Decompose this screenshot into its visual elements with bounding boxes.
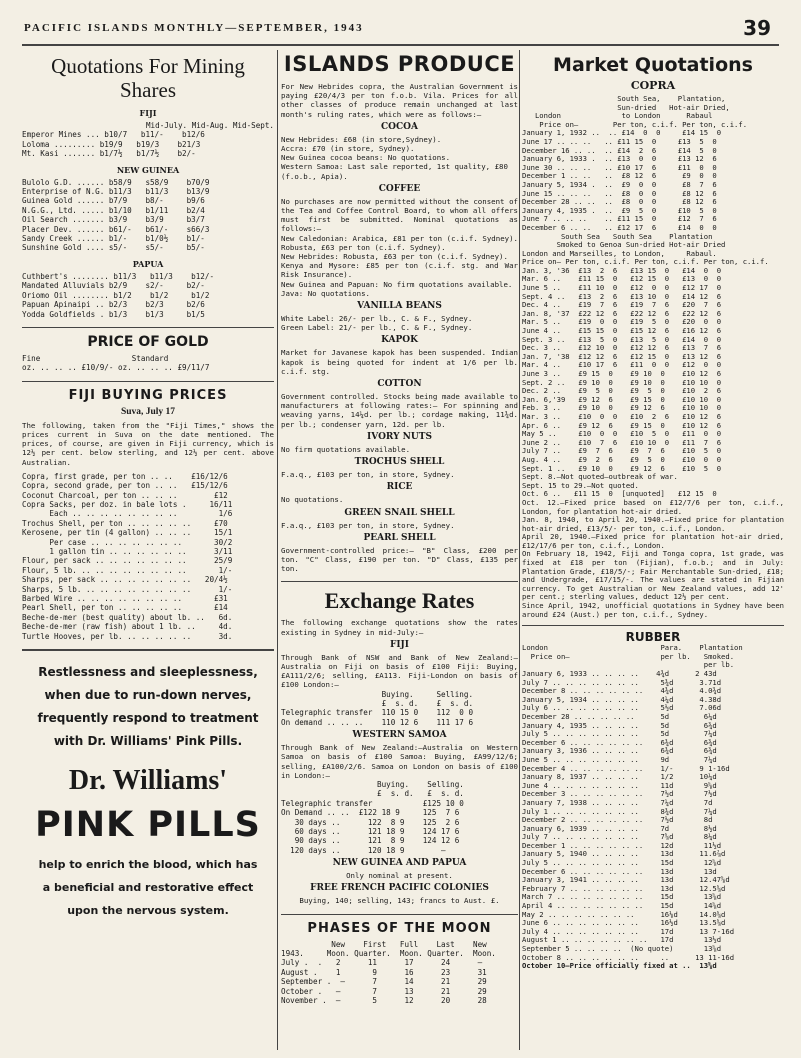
coffee-heading: COFFEE (378, 183, 421, 194)
mining-title-line1: Quotations For Mining (51, 54, 245, 78)
cocoa-heading: COCOA (381, 121, 418, 132)
kapok-text: Market for Javanese kapok has been suspended. Indian kapok is being quoted for indent at 1/6 per lb. c.i.f. stg. (281, 348, 518, 376)
papua-mining-heading: PAPUA (132, 258, 164, 269)
column-rule-1 (277, 50, 278, 1050)
copra-heading: COPRA (630, 79, 676, 92)
advert-brand-2: PINK PILLS (35, 805, 261, 846)
moon-title: PHASES OF THE MOON (307, 920, 492, 936)
header-rule (22, 44, 779, 46)
rubber-header: London Para. Plantation Price on— per lb. Smoked. per lb. (522, 643, 743, 670)
papua-mining-rows: Cuthbert's ........ b11/3 b11/3 b12/- Mandated Alluvials b2/9 s2/- b2/- Oriomo Oil ........ b1/2 b1/2 b1/2 Papuan Apinaipi .. b2/3 b2/3 b2/6 Yodda Goldfields . b1/3 b1/3 b1/5 (22, 271, 215, 319)
produce-intro: For New Hebrides copra, the Australian Government is paying £20/4/3 per ton f.o.b. Vila. Prices for all other classes of produce remain unchanged at last month's ruling rates, which were as follows:— (281, 82, 518, 119)
coffee-text: No purchases are now permitted without the consent of the Tea and Coffee Control Board, to whom all offers must first be submitted. Nominal quotations as follows:— New Caledonian: Arabica, £81 per ton (c.i.f. Sydney). Robusta, £63 per ton (c.i.f. Sydney). New Hebrides: Robusta, £63 per ton (c.i.f. Sydney). Kenya and Mysore: £85 per ton (c.i.f. stg. and War Risk Insurance). New Guinea and Papuan: No firm quotations available. Java: No quotations. (281, 196, 518, 298)
gold-line1: Fine Standard (22, 353, 169, 363)
left-column (22, 48, 274, 1053)
gold-title: PRICE OF GOLD (87, 333, 209, 350)
advert-footer (22, 853, 274, 922)
fiji-buying-title: FIJI BUYING PRICES (68, 387, 228, 403)
right-column (522, 48, 784, 1053)
exchange-fiji-table: Buying. Selling. £ s. d. £ s. d. Telegraphic transfer 110 15 0 112 0 0 On demand .. .. .. 110 12 6 111 17 6 (281, 689, 474, 727)
advert-brand-1: Dr. Williams' (68, 765, 228, 797)
divider (22, 649, 274, 651)
rice-text: No quotations. (281, 495, 344, 505)
copra-table-1: South Sea, Plantation, Sun-dried Hot-air Dried, London to London Rabaul Price on— Per ton, c.i.f. Per ton, c.i.f. January 1, 1932 .. .. £14 0 0 £14 15 0 June 17 .. .. .. .. £11 15 0 £13 5 0 December 16 .. .. .. £14 2 6 £14 5 0 January 6, 1933 . .. £13 0 0 £13 12 6 June 30 .. .. .. .. £10 17 6 £11 0 0 December 1 .. .. .. £8 12 6 £9 0 0 January 5, 1934 . .. £9 0 0 £8 7 6 June 15 .. .. .. .. £8 0 0 £8 12 6 December 28 .. .. .. £8 0 0 £8 12 6 January 4, 1935 . .. £9 5 0 £10 5 0 June 7 .. .. .. .. £11 15 0 £12 7 6 December 6 .. .. .. £12 17 6 £14 0 0 (522, 94, 748, 232)
mining-title (22, 54, 274, 102)
fiji-mining-rows: Emperor Mines ... b10/7 b11/- b12/6 Loloma ......... b19/9 b19/3 b21/3 Mt. Kasi ....... b1/7½ b1/7½ b2/- (22, 130, 205, 159)
advert-copy (22, 661, 274, 753)
mining-title-line2: Shares (120, 78, 176, 102)
vanilla-heading: VANILLA BEANS (357, 301, 442, 312)
ivory-heading: IVORY NUTS (367, 431, 432, 442)
advert-line: upon the nervous system. (67, 904, 229, 918)
running-title: PACIFIC ISLANDS MONTHLY—SEPTEMBER, 1943 (24, 22, 364, 34)
moon-table: New First Full Last New 1943. Moon. Quarter. Moon. Quarter. Moon. July . . 2 11 17 24 — August . 1 9 16 23 31 September . — 7 14 21 29 October . — 7 13 21 29 November . — 5 12 20 28 (281, 939, 496, 1006)
divider (22, 327, 274, 328)
produce-title: ISLANDS PRODUCE (283, 52, 516, 76)
green-snail-heading: GREEN SNAIL SHELL (344, 507, 455, 518)
advert-line: Restlessness and sleeplessness, (38, 665, 258, 680)
new-guinea-mining-heading: NEW GUINEA (116, 164, 180, 175)
exchange-samoa-heading: WESTERN SAMOA (352, 730, 447, 741)
exchange-ngp-text: Only nominal at present. (346, 871, 453, 881)
divider (281, 914, 518, 915)
page-number: 39 (743, 16, 771, 40)
vanilla-text: White Label: 26/- per lb., C. & F., Sydney. Green Label: 21/- per lb., C. & F., Sydney. (281, 314, 473, 333)
exchange-fiji-heading: FIJI (389, 639, 410, 650)
advert-line: with Dr. Williams' Pink Pills. (53, 734, 243, 749)
middle-column (281, 48, 518, 1053)
rubber-heading: RUBBER (625, 630, 681, 645)
green-snail-text: F.a.q., £103 per ton, in store, Sydney. (281, 520, 455, 530)
exchange-samoa-text: Through Bank of New Zealand:—Australia on Western Samoa on basis of £100 Samoa: Buying, £A99/12/6; selling, £A100/2/6. Samoa on London on basis of £100 in London:— (281, 743, 518, 780)
kapok-heading: KAPOK (381, 335, 418, 346)
pearl-text: Government-controlled price:— "B" Class, £200 per ton. "C" Class, £190 per ton. "D" Class, £135 per ton. (281, 545, 518, 574)
fiji-buying-paragraph: The following, taken from the "Fiji Times," shows the prices current in Suva on the date mentioned. The prices, of course, are given in Fiji currency, which is 12½ per cent. below sterling, and 12½ per cent. above Australian. (22, 420, 274, 467)
exchange-ffpc-heading: FREE FRENCH PACIFIC COLONIES (310, 883, 489, 894)
exchange-intro: The following exchange quotations show the rates existing in Sydney in mid-July:— (281, 618, 518, 637)
exchange-fiji-text: Through Bank of NSW and Bank of New Zealand:—Australia on Fiji on basis of £100 Fiji: Buying, £A111/2/6; selling, £A113. Fiji-London on basis of £100 London:— (281, 652, 518, 690)
advert-line: a beneficial and restorative effect (42, 881, 254, 895)
exchange-ngp-heading: NEW GUINEA AND PAPUA (332, 858, 467, 869)
divider (22, 381, 274, 382)
column-rule-2 (519, 50, 520, 1050)
trochus-heading: TROCHUS SHELL (354, 457, 445, 468)
divider (522, 625, 784, 626)
advert-line: when due to run-down nerves, (44, 688, 252, 703)
ivory-text: No firm quotations available. (281, 444, 411, 454)
gold-line2: oz. .. .. .. £10/9/- oz. .. .. .. £9/11/7 (22, 363, 210, 373)
fiji-mining-heading: FIJI (139, 108, 157, 118)
copra-notes: Sept. 8.—Not quoted—outbreak of war. Sept. 15 to 29.—Not quoted. Oct. 6 .. £11 15 0 [unquoted] £12 15 0 (522, 472, 717, 499)
advert-line: frequently respond to treatment (37, 711, 259, 726)
new-guinea-mining-rows: Bulolo G.D. ...... b58/9 s58/9 b70/9 Enterprise of N.G. b11/3 b11/3 b13/9 Guinea Gold ...... b7/9 b8/- b9/6 N.G.G., Ltd. ..... b1/10 b1/11 b2/4 Oil Search ....... b3/9 b3/9 b3/7 Placer Dev. ...... b61/- b61/- s66/3 Sandy Creek ...... b1/- b1/0½ b1/- Sunshine Gold .... s5/- s5/- b5/- (22, 177, 210, 253)
rubber-last-line: October 10—Price officially fixed at .. 13⅝d (522, 961, 717, 971)
exchange-ffpc-text: Buying, 140; selling, 143; francs to Aust. £. (299, 896, 500, 906)
rubber-table: January 6, 1933 .. .. .. .. 4¾d 2 43d July 7 .. .. .. .. .. .. .. 5¾d 3.71d December 8 .. .. .. .. .. .. 4¾d 4.0¾d January 5, 1934 .. .. .. .. 4¼d 4.38d July 6 .. .. .. .. .. .. .. 5½d 7.06d December 28 .. .. .. .. .. 5d 6¼d January 4, 1935 .. .. .. .. 5d 6¾d July 5 .. .. .. .. .. .. .. 5d 7¼d December 6 .. .. .. .. .. .. 6¾d 6¾d January 3, 1936 .. .. .. .. 6¾d 6¾d June 5 .. .. .. .. .. .. .. 9d 7¼d December 4 .. .. .. .. .. .. 1/- 9 1-16d January 8, 1937 .. .. .. .. 1/2 10¼d June 4 .. .. .. .. .. .. .. 11d 9⅝d December 3 .. .. .. .. .. .. 7½d 7½d January 7, 1938 .. .. .. .. 7¼d 7d July 1 .. .. .. .. .. .. .. 8¾d 7¼d December 2 .. .. .. .. .. .. 7½d 8d January 6, 1939 .. .. .. .. 7d 8½d July 7 .. .. .. .. .. .. .. 7⅝d 8¼d December 1 .. .. .. .. .. .. 12d 11½d January 5, 1940 .. .. .. .. 13d 11.6⅞d July 5 .. .. .. .. .. .. .. 15d 12⅝d December 6 .. .. .. .. .. .. 13d 13d January 3, 1941 .. .. .. .. 13d 12.47⅝d February 7 .. .. .. .. .. .. 13d 12.5⅝d March 7 .. .. .. .. .. .. .. 15d 13⅝d April 4 .. .. .. .. .. .. .. 15d 14⅝d May 2 .. .. .. .. .. .. .. 16⅛d 14.0⅝d June 6 .. .. .. .. .. .. .. 16½d 13.5⅝d July 4 .. .. .. .. .. .. .. 17d 13 7-16d August 1 .. .. .. .. .. .. .. 17d 13½d September 5 .. .. .. .. (No quote) 13⅝d October 8 .. .. .. .. .. .. .. 13 11-16d (522, 669, 735, 962)
divider (281, 581, 518, 582)
pearl-heading: PEARL SHELL (363, 532, 436, 543)
exchange-title: Exchange Rates (324, 588, 475, 614)
copra-table-2: Jan. 3, '36 £13 2 6 £13 15 0 £14 0 0 Mar. 6 .. £11 15 0 £12 15 0 £13 0 0 June 5 .. £11 10 0 £12 0 0 £12 17 0 Sept. 4 .. £13 2 6 £13 10 0 £14 12 6 Dec. 4 .. £19 7 6 £19 7 6 £20 7 6 Jan. 8, '37 £22 12 6 £22 12 6 £22 12 6 Mar. 5 .. £19 0 0 £19 5 0 £20 0 0 June 4 .. £15 15 0 £15 12 6 £16 12 6 Sept. 3 .. £13 5 0 £13 5 0 £14 0 0 Dec. 3 .. £12 10 0 £12 12 6 £13 7 6 Jan. 7, '38 £12 12 6 £12 15 0 £13 12 6 Mar. 4 .. £10 17 6 £11 0 0 £12 0 0 June 3 .. £9 15 0 £9 10 0 £10 12 6 Sept. 2 .. £9 10 0 £9 10 0 £10 10 0 Dec. 2 .. £9 5 0 £9 5 0 £10 2 6 Jan. 6,'39 £9 12 6 £9 15 0 £10 10 0 Feb. 3 .. £9 10 0 £9 12 6 £10 10 0 Mar. 3 .. £10 0 0 £10 2 6 £10 12 6 Apr. 6 .. £9 12 6 £9 15 0 £10 12 6 May 5 .. £10 0 0 £10 5 0 £11 0 0 June 2 .. £10 7 6 £10 10 0 £11 7 6 July 7 .. £9 7 6 £9 7 6 £10 5 0 Aug. 4 .. £9 2 6 £9 5 0 £10 0 0 Sept. 1 .. £9 10 0 £9 12 6 £10 5 0 (522, 265, 722, 473)
page-header (24, 16, 777, 44)
cotton-heading: COTTON (377, 379, 422, 390)
copra-table-2-header: South Sea South Sea Plantation Smoked to Genoa Sun-dried Hot-air Dried London and Marseilles, to London, Rabaul. Price on— Per ton, c.i.f. Per ton, c.i.f. Per ton, c.i.f. (522, 231, 769, 267)
trochus-text: F.a.q., £103 per ton, in store, Sydney. (281, 470, 455, 480)
cocoa-text: New Hebrides: £68 (in store,Sydney). Accra: £70 (in store, Sydney). New Guinea cocoa beans: No quotations. Western Samoa: Last sale reported, 1st quality, £80 (f.o.b., Apia). (281, 134, 508, 181)
cotton-text: Government controlled. Stocks being made available to manufacturers at following rates:— For spinning and weaving yarns, 14¼d. per lb.; cordage making, 11¾d. per lb.; condenser yarn, 12d. per lb. (281, 392, 518, 429)
mining-column-heads: Mid-July. Mid-Aug. Mid-Sept. (145, 121, 274, 130)
fiji-buying-table: Copra, first grade, per ton .. .. £16/12/6 Copra, second grade, per ton .. .. £15/12/6 Coconut Charcoal, per ton .. .. .. £12 Copra Sacks, per doz. in bale lots . 16/11 Each .. .. .. .. .. .. .. .. 1/6 Trochus Shell, per ton .. .. .. .. .. £70 Kerosene, per tin (4 gallon) .. .. .. 15/1 Per case .. .. .. .. .. .. .. 30/2 1 gallon tin .. .. .. .. .. .. 3/11 Flour, per sack .. .. .. .. .. .. .. 25/9 Flour, 5 lb. .. .. .. .. .. .. .. .. 1/- Sharps, per sack .. .. .. .. .. .. .. 20/4½ Sharps, 5 lb. .. .. .. .. .. .. .. .. 1/- Barbed Wire .. .. .. .. .. .. .. .. £31 Pearl Shell, per ton .. .. .. .. .. £14 Beche-de-mer (best quality) about lb. .. 6d. Beche-de-mer (raw fish) about 1 lb. .. 4d. Turtle Hooves, per lb. .. .. .. .. .. 3d. (22, 471, 233, 641)
rice-heading: RICE (386, 482, 413, 493)
market-title: Market Quotations (553, 54, 753, 76)
advert-line: help to enrich the blood, which has (38, 858, 258, 872)
pink-pills-advert (22, 661, 274, 922)
exchange-samoa-table: Buying. Selling. £ s. d. £ s. d. Telegraphic transfer £125 10 0 On Demand .. .. £122 18 9 125 7 6 30 days .. 122 8 9 125 2 6 60 days .. 121 18 9 124 17 6 90 days .. 121 8 9 124 12 6 120 days .. 120 18 9 — (281, 779, 464, 855)
fiji-buying-sub: Suva, July 17 (120, 406, 176, 417)
copra-paragraph: Oct. 12.—Fixed price based on £12/7/6 per ton, c.i.f., London, for plantation hot-air dried. Jan. 8, 1940, to April 20, 1940.—Fixed price for plantation hot-air dried, £13/5/- per ton, c.i.f., London. April 20, 1940.—Fixed price for plantation hot-air dried, £12/17/6 per ton, c.i.f., London. On February 18, 1942, Fiji and Tonga copra, 1st grade, was fixed at £18 per ton (Fijian), f.o.b.; and in July: Plantation Grade, £18/5/-; Fair Merchantable Sun-dried, £18; and Undergrade, £17/15/-. The values are stated in Fijian currency. To get Australian or New Zealand values, add 12' per cent.; sterling values, deduct 12½ per cent. Since April, 1942, unofficial quotations in Sydney have been around £24 (Aust.) per ton, c.i.f., Sydney. (522, 497, 784, 619)
